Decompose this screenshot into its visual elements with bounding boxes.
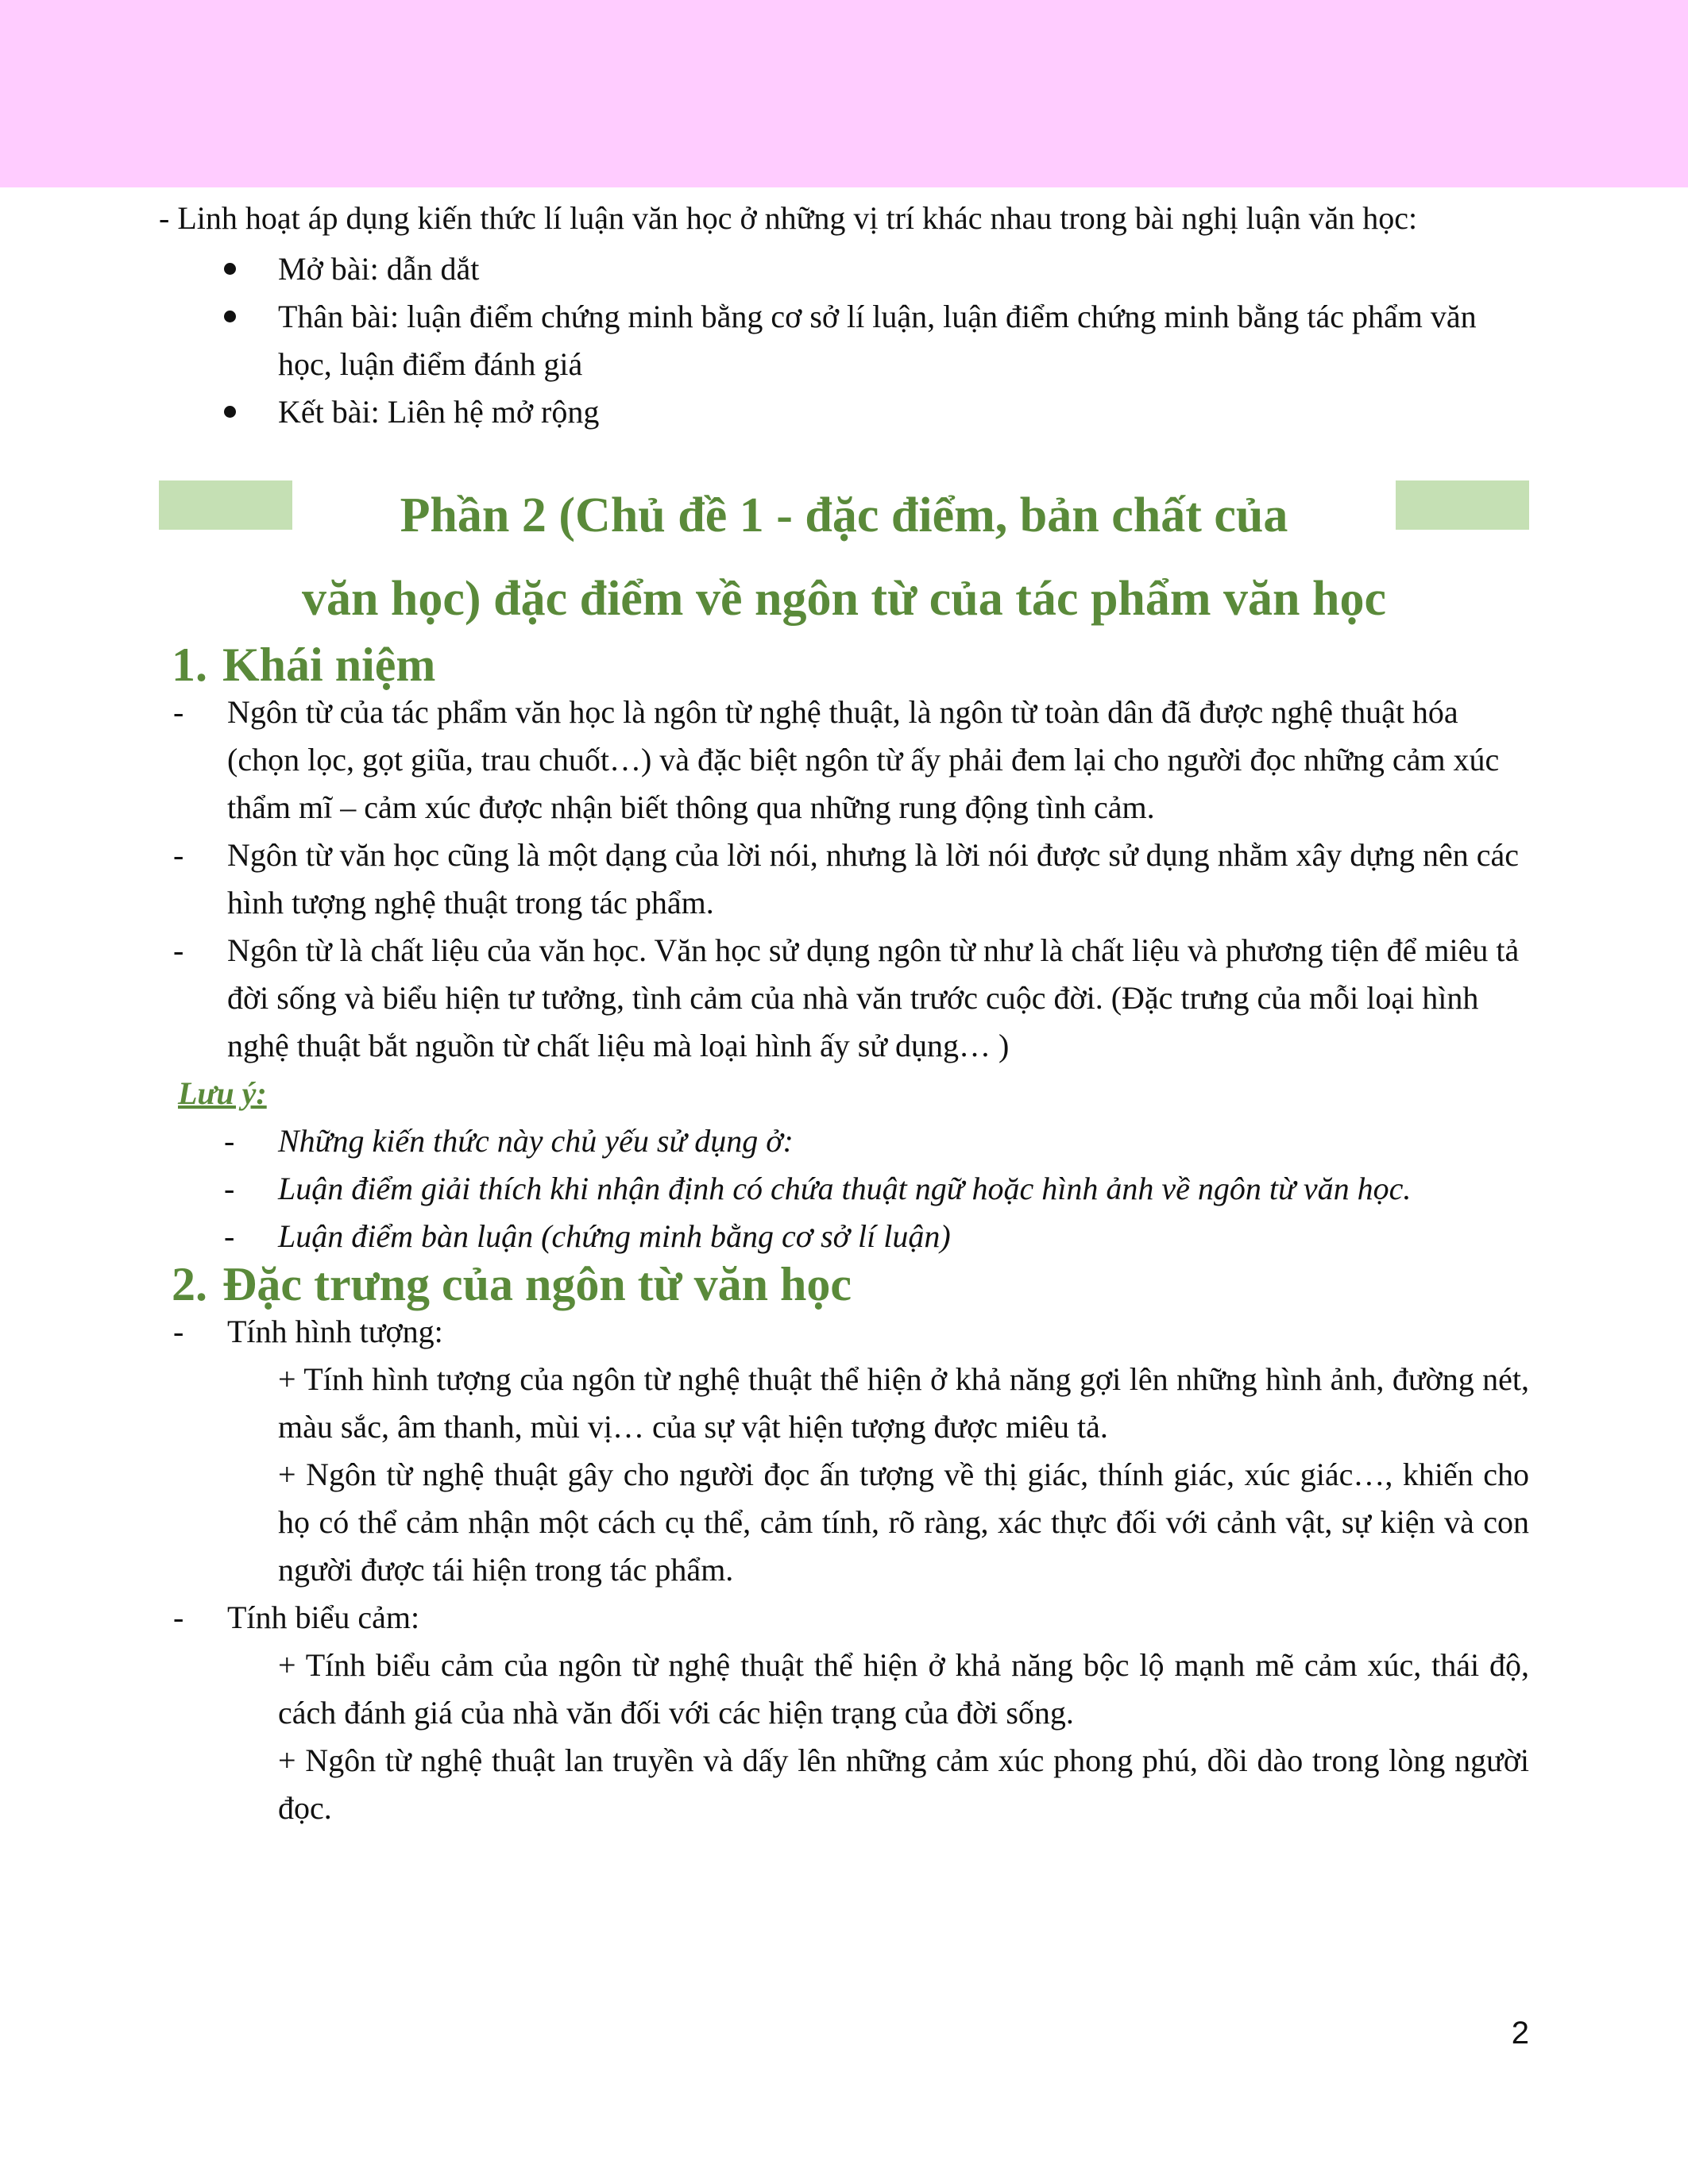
section-1-title: 1. Khái niệm <box>172 639 436 691</box>
note-item: - Luận điểm bàn luận (chứng minh bằng cơ sở lí luận) <box>159 1213 1529 1260</box>
section-2-title: 2. Đặc trưng của ngôn từ văn học <box>172 1258 852 1310</box>
dash-marker: - <box>224 1171 235 1206</box>
bullet-dot-icon <box>224 311 236 322</box>
dash-marker: - <box>173 694 184 730</box>
page-content <box>159 195 1529 1832</box>
page-number: 2 <box>1511 2016 1529 2051</box>
paragraph: + Ngôn từ nghệ thuật gây cho người đọc ấn tượng về thị giác, thính giác, xúc giác…, khiến cho họ có thể cảm nhận một cách cụ thể, cảm tính, rõ ràng, xác thực đối với cảnh vật, sự kiện và con người được tái hiện trong tác phẩm. <box>278 1457 1529 1588</box>
bullet-item: Mở bài: dẫn dắt <box>159 245 1529 293</box>
header-band <box>0 0 1688 187</box>
dash-marker: - <box>173 932 184 968</box>
part-heading-block <box>159 474 1529 641</box>
bullet-dot-icon <box>224 406 236 418</box>
list-item: - Tính hình tượng: <box>159 1308 1529 1356</box>
section-2-list <box>159 1594 1529 1642</box>
dash-marker: - <box>173 1599 184 1635</box>
note-item: - Những kiến thức này chủ yếu sử dụng ở: <box>159 1117 1529 1165</box>
bullet-item: Kết bài: Liên hệ mở rộng <box>159 388 1529 436</box>
intro-lead: - Linh hoạt áp dụng kiến thức lí luận văn học ở những vị trí khác nhau trong bài nghị luận văn học: <box>159 200 1418 236</box>
paragraph: + Tính biểu cảm của ngôn từ nghệ thuật thể hiện ở khả năng bộc lộ mạnh mẽ cảm xúc, thái độ, cách đánh giá của nhà văn đối với các hiện trạng của đời sống. <box>278 1647 1529 1731</box>
list-item: - Ngôn từ là chất liệu của văn học. Văn học sử dụng ngôn từ như là chất liệu và phương tiện để miêu tả đời sống và biểu hiện tư tưởng, tình cảm của nhà văn trước cuộc đời. (Đặc trưng của mỗi loại hình nghệ thuật bắt nguồn từ chất liệu mà loại hình ấy sử dụng… ) <box>159 927 1529 1070</box>
list-item: - Ngôn từ văn học cũng là một dạng của lời nói, nhưng là lời nói được sử dụng nhằm xây dựng nên các hình tượng nghệ thuật trong tác phẩm. <box>159 832 1529 927</box>
dash-marker: - <box>173 1314 184 1349</box>
section-1-list <box>159 689 1529 1070</box>
list-item: - Tính biểu cảm: <box>159 1594 1529 1642</box>
paragraph: + Ngôn từ nghệ thuật lan truyền và dấy lên những cảm xúc phong phú, dồi dào trong lòng người đọc. <box>278 1742 1529 1826</box>
section-2-list <box>159 1308 1529 1356</box>
list-item: - Ngôn từ của tác phẩm văn học là ngôn từ nghệ thuật, là ngôn từ toàn dân đã được nghệ thuật hóa (chọn lọc, gọt giũa, trau chuốt…) và đặc biệt ngôn từ ấy phải đem lại cho người đọc những cảm xúc thẩm mĩ – cảm xúc được nhận biết thông qua những rung động tình cảm. <box>159 689 1529 832</box>
bullet-dot-icon <box>224 263 236 275</box>
part-heading: Phần 2 (Chủ đề 1 - đặc điểm, bản chất của văn học) đặc điểm về ngôn từ của tác phẩm văn học <box>301 488 1387 626</box>
intro-bullet-list <box>159 245 1529 436</box>
paragraph: + Tính hình tượng của ngôn từ nghệ thuật thể hiện ở khả năng gợi lên những hình ảnh, đường nét, màu sắc, âm thanh, mùi vị… của sự vật hiện tượng được miêu tả. <box>278 1361 1529 1445</box>
dash-marker: - <box>224 1123 235 1159</box>
bullet-item: Thân bài: luận điểm chứng minh bằng cơ sở lí luận, luận điểm chứng minh bằng tác phẩm văn học, luận điểm đánh giá <box>159 293 1529 388</box>
dash-marker: - <box>224 1218 235 1254</box>
note-list <box>159 1117 1529 1260</box>
dash-marker: - <box>173 837 184 873</box>
note-label: Lưu ý: <box>178 1075 267 1111</box>
note-item: - Luận điểm giải thích khi nhận định có chứa thuật ngữ hoặc hình ảnh về ngôn từ văn học. <box>159 1165 1529 1213</box>
